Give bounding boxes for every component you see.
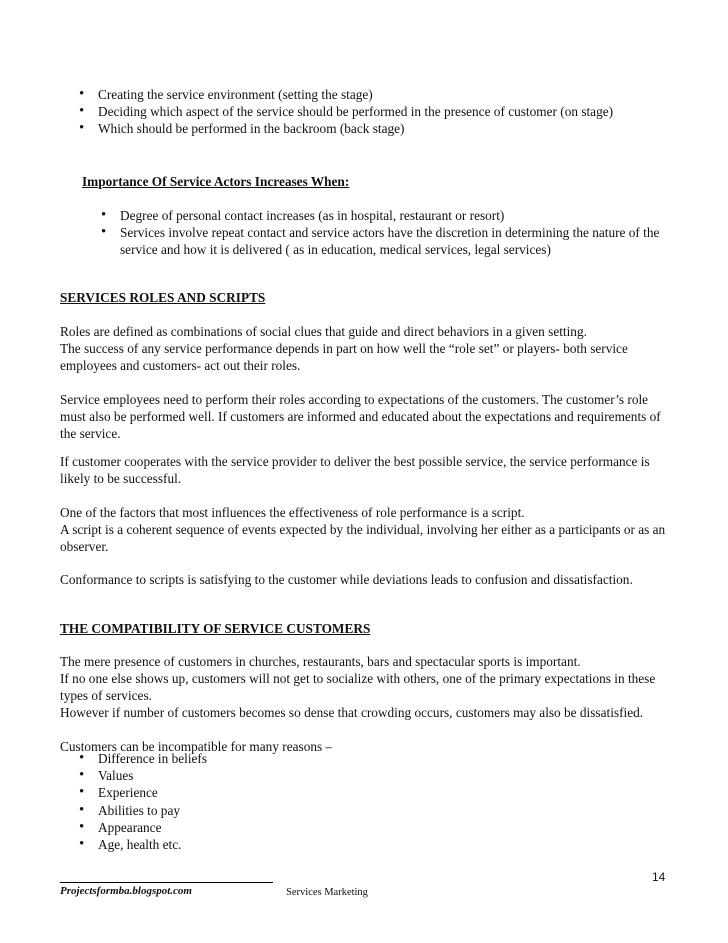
list-item: • Degree of personal contact increases (as in hospital, restaurant or resort) xyxy=(98,207,670,224)
paragraph: If no one else shows up, customers will not get to socialize with others, one of the primary expectations in these types of services. xyxy=(60,671,656,704)
actors-heading: Importance Of Service Actors Increases When: xyxy=(82,174,350,189)
list-item: • Experience xyxy=(76,784,476,801)
top-bullet-list xyxy=(76,86,676,138)
roles-heading: SERVICES ROLES AND SCRIPTS xyxy=(60,290,266,305)
paragraph: Roles are defined as combinations of social clues that guide and direct behaviors in a given setting. xyxy=(60,324,587,339)
paragraph: The mere presence of customers in churches, restaurants, bars and spectacular sports is important. xyxy=(60,654,581,669)
paragraph: Service employees need to perform their roles according to expectations of the customers. The customer’s role must also be performed well. If customers are informed and educated about the expectations and requirements of the service. xyxy=(60,392,661,442)
list-item: • Difference in beliefs xyxy=(76,750,476,767)
footer-subject: Services Marketing xyxy=(286,887,368,898)
page-number: 14 xyxy=(652,870,666,884)
footer-divider xyxy=(60,882,273,883)
paragraph: If customer cooperates with the service provider to deliver the best possible service, the service performance is likely to be successful. xyxy=(60,454,650,487)
compat-heading: THE COMPATIBILITY OF SERVICE CUSTOMERS xyxy=(60,621,371,636)
list-item: • Age, health etc. xyxy=(76,836,476,853)
footer-site-link[interactable]: Projectsformba.blogspot.com xyxy=(60,885,192,897)
paragraph: The success of any service performance depends in part on how well the “role set” or players- both service employees and customers- act out their roles. xyxy=(60,341,628,374)
paragraph: However if number of customers becomes so dense that crowding occurs, customers may also be dissatisfied. xyxy=(60,705,644,720)
list-item: • Creating the service environment (setting the stage) xyxy=(76,86,676,103)
list-item: • Services involve repeat contact and service actors have the discretion in determining the nature of the service and how it is delivered ( as in education, medical services, legal services) xyxy=(98,224,670,258)
list-item: • Abilities to pay xyxy=(76,802,476,819)
list-item: • Values xyxy=(76,767,476,784)
paragraph: Customers can be incompatible for many reasons – xyxy=(60,739,333,754)
paragraph: A script is a coherent sequence of events expected by the individual, involving her either as a participants or as an observer. xyxy=(60,522,666,555)
list-item: • Appearance xyxy=(76,819,476,836)
list-item: • Which should be performed in the backroom (back stage) xyxy=(76,120,676,137)
reasons-bullet-list xyxy=(76,750,476,853)
paragraph: One of the factors that most influences the effectiveness of role performance is a script. xyxy=(60,505,525,520)
paragraph: Conformance to scripts is satisfying to the customer while deviations leads to confusion and dissatisfaction. xyxy=(60,572,633,587)
list-item: • Deciding which aspect of the service should be performed in the presence of customer (on stage) xyxy=(76,103,676,120)
actors-bullet-list xyxy=(98,207,670,259)
